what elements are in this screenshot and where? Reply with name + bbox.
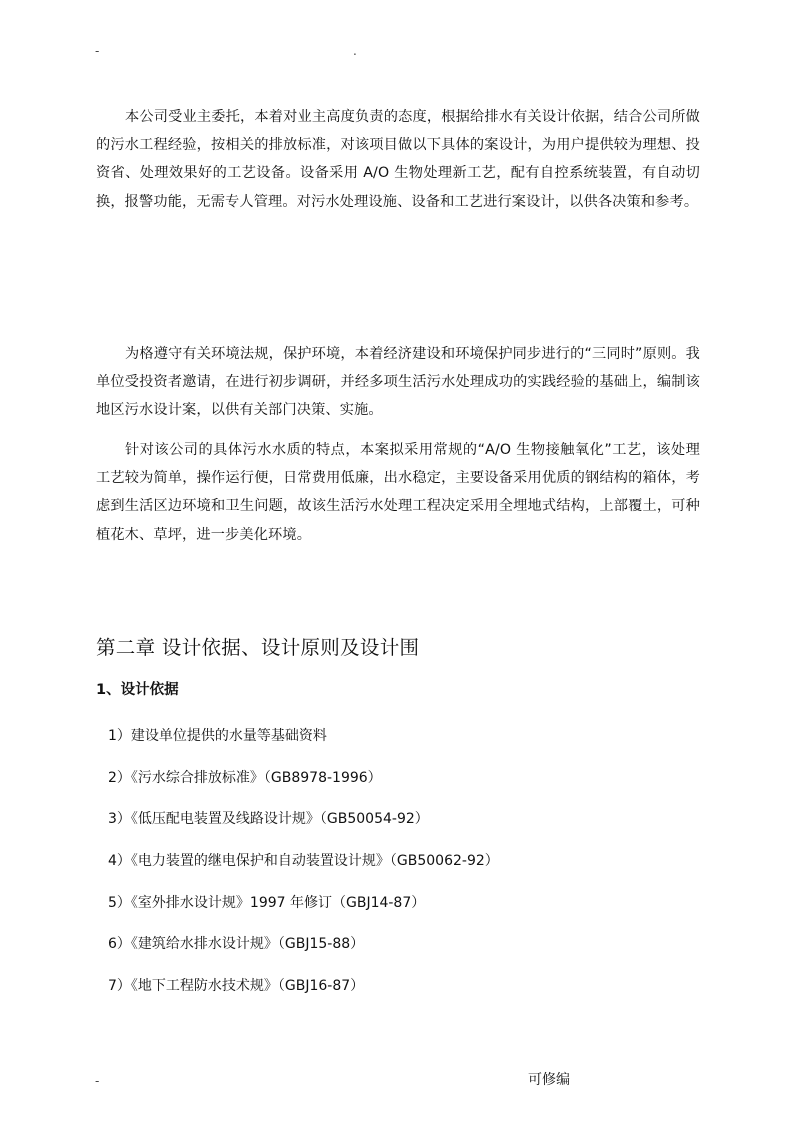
body-paragraph-2: 为格遵守有关环境法规，保护环境，本着经济建设和环境保护同步进行的“三同时”原则。我单位受投资者邀请，在进行初步调研，并经多项生活污水处理成功的实践经验的基础上，编制该地区污水设计案，以供有关部门决策、实施。 [96, 346, 700, 419]
body-paragraph-3: 针对该公司的具体污水水质的特点，本案拟采用常规的“A/O 生物接触氧化”工艺，该处理工艺较为简单，操作运行便，日常费用低廉，出水稳定，主要设备采用优质的钢结构的箱体，考虑到生活区边环境和卫生问题，故该生活污水处理工程决定采用全埋地式结构，上部覆土，可种植花木、草坪，进一步美化环境。 [96, 442, 700, 543]
reference-item: 4）《电力装置的继电保护和自动装置设计规》（GB50062-92） [108, 853, 499, 870]
reference-item: 3）《低压配电装置及线路设计规》（GB50054-92） [108, 811, 429, 828]
reference-item: 6）《建筑给水排水设计规》（GBJ15-88） [108, 936, 365, 953]
section-title: 1、设计依据 [96, 682, 179, 698]
reference-item: 7）《地下工程防水技术规》（GBJ16-87） [108, 978, 365, 995]
header-left-mark: - [95, 44, 100, 58]
reference-item: 2）《污水综合排放标准》（GB8978-1996） [108, 769, 382, 786]
reference-item: 1）建设单位提供的水量等基础资料 [108, 728, 327, 744]
footer-left-mark: - [95, 1074, 100, 1088]
chapter-title: 第二章 设计依据、设计原则及设计围 [96, 636, 420, 659]
reference-item: 5）《室外排水设计规》1997 年修订（GBJ14-87） [108, 894, 426, 911]
footer-label: 可修编 [528, 1072, 570, 1088]
reference-list [108, 716, 499, 1008]
header-center-mark: . [353, 44, 357, 58]
body-paragraph-1: 本公司受业主委托，本着对业主高度负责的态度，根据给排水有关设计依据，结合公司所做的污水工程经验，按相关的排放标准，对该项目做以下具体的案设计，为用户提供较为理想、投资省、处理效果好的工艺设备。设备采用 A/O 生物处理新工艺，配有自控系统装置，有自动切换，报警功能，无需专人管理。对污水处理设施、设备和工艺进行案设计，以供各决策和参考。 [96, 109, 700, 210]
